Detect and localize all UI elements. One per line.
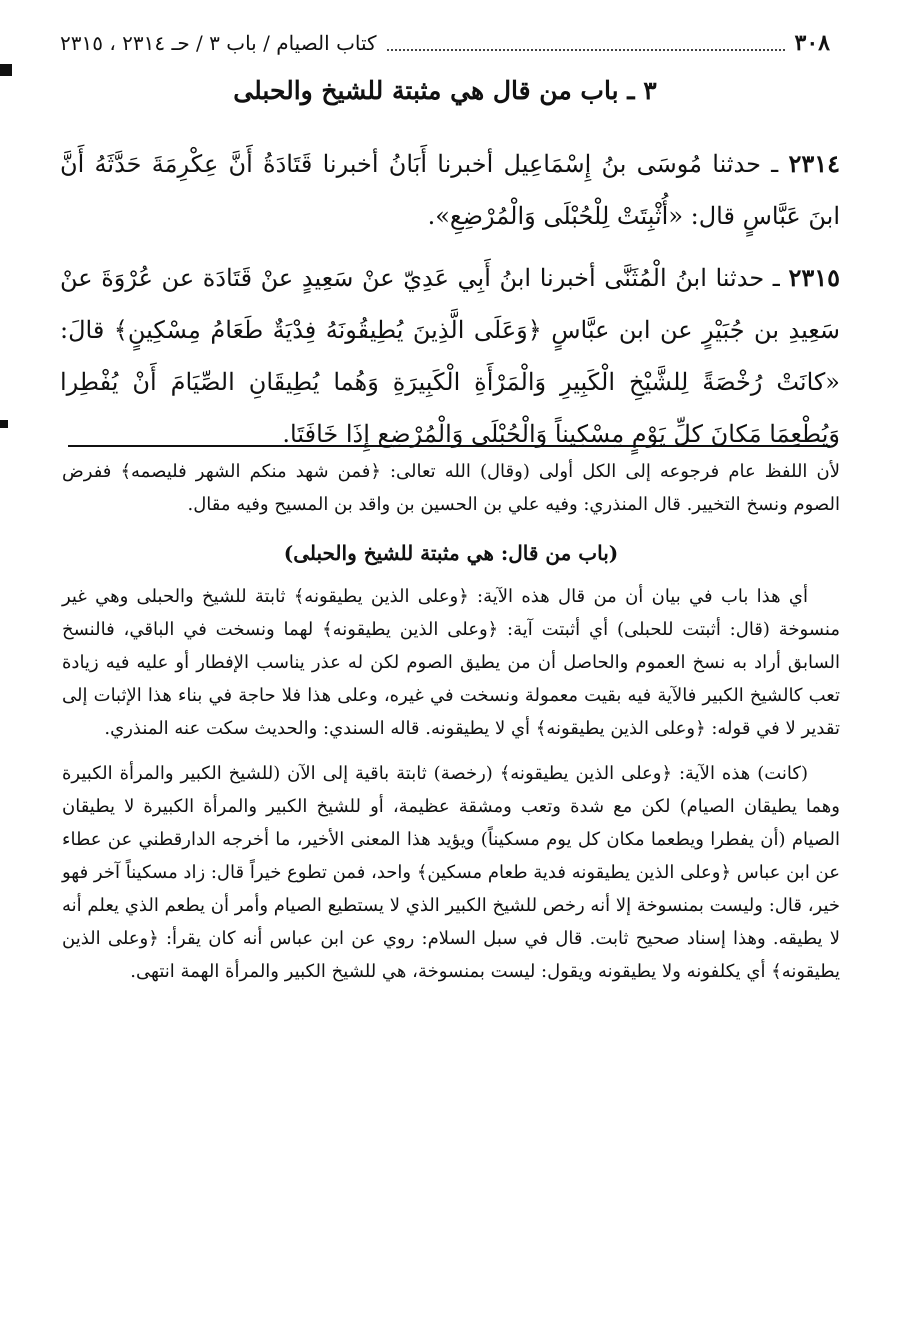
- margin-mark: [0, 420, 8, 428]
- chapter-title: ٣ ـ باب من قال هي مثبتة للشيخ والحبلى: [233, 76, 657, 105]
- hadith-text: [60, 138, 840, 460]
- hadith-body: ـ حدثنا مُوسَى بنُ إِسْمَاعِيل أخبرنا أَبَانُ أخبرنا قَتَادَةُ أَنَّ عِكْرِمَةَ حَدَّثَهُ أَنَّ ابنَ عَبَّاسٍ قال: «أُثْبِتَتْ لِلْحُبْلَى وَالْمُرْضِعِ».: [60, 150, 840, 230]
- page-number: ٣٠٨: [794, 30, 830, 56]
- margin-mark: [0, 64, 12, 76]
- footnote-divider: [68, 445, 830, 447]
- commentary-paragraph: أي هذا باب في بيان أن من قال هذه الآية: ﴿وعلى الذين يطيقونه﴾ ثابتة للشيخ والحبلى وهي غير منسوخة (قال: أثبتت للحبلى) أي أثبتت آية: ﴿وعلى الذين يطيقونه﴾ لهما ونسخت في الباقي، فالنسخ السابق أراد به نسخ العموم والحاصل أن من يطيق الصوم لكن له عذر يناسب الإفطار أو عليه فيه زيادة تعب كالشيخ الكبير فالآية فيه بقيت معمولة ونسخت في غيره، وعلى هذا فلا حاجة في بناء هذا الإثبات إلى تقدير لا في قوله: ﴿وعلى الذين يطيقونه﴾ أي لا يطيقونه. قاله السندي: والحديث سكت عنه المنذري.: [62, 586, 841, 739]
- running-title: كتاب الصيام / باب ٣ / حـ ٢٣١٤ ، ٢٣١٥: [60, 31, 377, 55]
- header-dot-leader: [387, 35, 785, 51]
- hadith-body: ـ حدثنا ابنُ الْمُثَنَّى أخبرنا ابنُ أَبِي عَدِيّ عنْ سَعِيدٍ عنْ قَتَادَة عن عُرْوَةَ عنْ سَعِيدِ بن جُبَيْرٍ عن ابن عبَّاسٍ ﴿وَعَلَى الَّذِينَ يُطِيقُونَهُ فِدْيَةٌ طَعَامُ مِسْكِينٍ﴾ قالَ: «كانَتْ رُخْصَةً لِلشَّيْخِ الْكَبِيرِ وَالْمَرْأَةِ الْكَبِيرَةِ وَهُما يُطِيقَانِ الصِّيَامَ أَنْ يُفْطِرا وَيُطْعِمَا مَكانَ كلِّ يَوْمٍ مِسْكِيناً وَالْحُبْلَى وَالْمُرْضِع إِذَا خَافَتَا.: [60, 264, 840, 448]
- commentary: [62, 455, 840, 988]
- commentary-paragraph: (كانت) هذه الآية: ﴿وعلى الذين يطيقونه﴾ (رخصة) ثابتة باقية إلى الآن (للشيخ الكبير والمرأة الكبيرة وهما يطيقان الصيام) لكن مع شدة وتعب ومشقة عظيمة، أو للشيخ الكبير والمرأة الكبيرة لا يطيقان الصيام (أن يفطرا ويطعما مكان كل يوم مسكيناً) ويؤيد هذا المعنى الأخير، ما أخرجه الدارقطني عن عطاء عن ابن عباس ﴿وعلى الذين يطيقونه فدية طعام مسكين﴾ واحد، فمن تطوع خيراً قال: زاد مسكيناً آخر فهو خير، قال: وليست بمنسوخة إلا أنه رخص للشيخ الكبير الذي لا يستطيع الصيام وأمر أن يطعم الذي يعلم أنه لا يطيقه. وهذا إسناد صحيح ثابت. قال في سبل السلام: روي عن ابن عباس أنه كان يقرأ: ﴿وعلى الذين يطيقونه﴾ أي يكلفونه ولا يطيقونه ويقول: ليست بمنسوخة، هي للشيخ الكبير والمرأة الهمة انتهى.: [62, 763, 841, 982]
- hadith-number: ٢٣١٥: [788, 263, 840, 292]
- hadith-number: ٢٣١٤: [788, 149, 841, 178]
- commentary-intro: لأن اللفظ عام فرجوعه إلى الكل أولى (وقال) الله تعالى: ﴿فمن شهد منكم الشهر فليصمه﴾ ففرض الصوم ونسخ التخيير. قال المنذري: وفيه علي بن الحسين بن واقد بن المسيح وفيه مقال.: [62, 461, 840, 515]
- hadith-2314: [60, 138, 840, 242]
- hadith-2315: [60, 252, 840, 460]
- running-header: [60, 26, 830, 60]
- section-title: (باب من قال: هي مثبتة للشيخ والحبلى): [283, 541, 619, 565]
